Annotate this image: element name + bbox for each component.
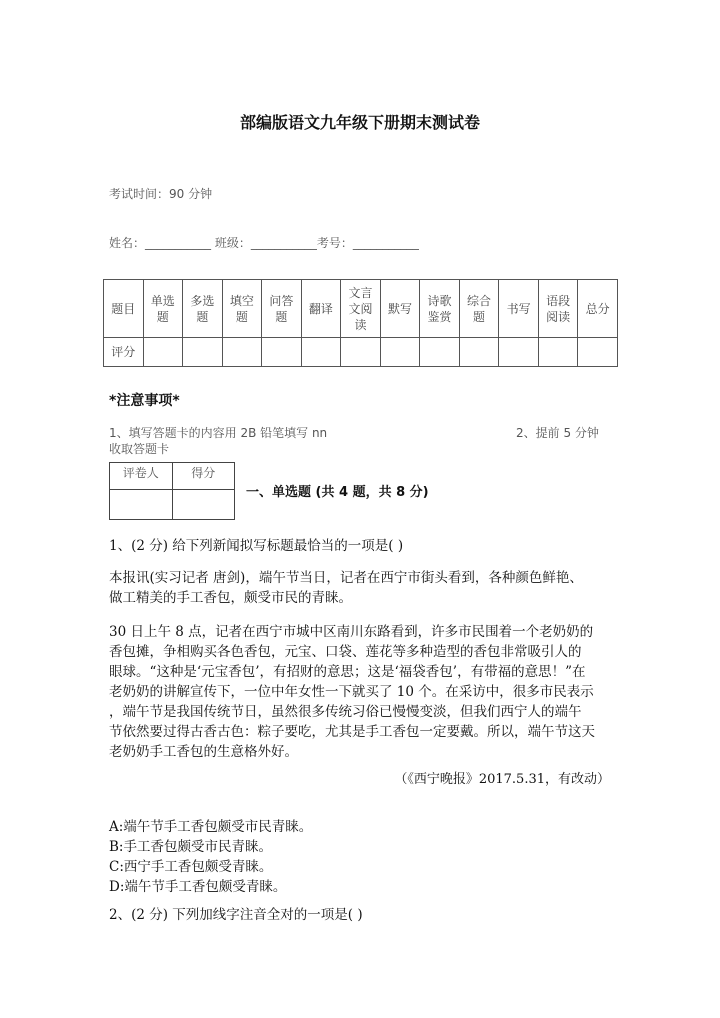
score-table-header: 总分 bbox=[578, 280, 618, 338]
grader-label: 评卷人 bbox=[110, 463, 173, 490]
passage-paragraph-2 bbox=[109, 622, 619, 762]
page-title: 部编版语文九年级下册期末测试卷 bbox=[239, 113, 480, 132]
score-cell bbox=[578, 338, 618, 367]
notice-title: *注意事项* bbox=[109, 393, 180, 409]
score-table-header: 翻译 bbox=[301, 280, 341, 338]
score-table-header: 综合题 bbox=[459, 280, 499, 338]
grader-cell bbox=[110, 490, 173, 520]
score-table-header: 单选题 bbox=[143, 280, 183, 338]
section-heading: 一、单选题 (共 4 题，共 8 分) bbox=[246, 485, 429, 500]
exam-time: 考试时间：90 分钟 bbox=[109, 187, 213, 201]
question-1-options bbox=[109, 817, 619, 897]
passage-paragraph-1 bbox=[109, 568, 619, 608]
passage-line: 做工精美的手工香包，颇受市民的青睐。 bbox=[109, 590, 352, 606]
passage-line: 30 日上午 8 点，记者在西宁市城中区南川东路看到，许多市民围着一个老奶奶的 bbox=[109, 624, 594, 640]
student-info-line: 姓名：___________ 班级：___________考号：___________ bbox=[109, 236, 419, 250]
score-cell bbox=[143, 338, 183, 367]
score-table-header: 填空题 bbox=[222, 280, 262, 338]
score-table-header: 语段阅读 bbox=[538, 280, 578, 338]
score-row-label: 评分 bbox=[104, 338, 144, 367]
answer-option[interactable]: B:手工香包颇受市民青睐。 bbox=[109, 839, 272, 855]
score-table bbox=[103, 279, 618, 367]
answer-option[interactable]: C:西宁手工香包颇受青睐。 bbox=[109, 859, 273, 875]
passage-line: 节依然要过得古香古色：粽子要吃，尤其是手工香包一定要戴。所以，端午节这天 bbox=[109, 724, 595, 740]
score-cell bbox=[341, 338, 381, 367]
score-table-header: 诗歌鉴赏 bbox=[420, 280, 460, 338]
score-cell bbox=[301, 338, 341, 367]
note-2: 2、提前 5 分钟 bbox=[516, 426, 599, 440]
question-2-stem: 2、(2 分) 下列加线字注音全对的一项是( ) bbox=[109, 907, 363, 923]
score-cell bbox=[459, 338, 499, 367]
passage-line: 本报讯(实习记者 唐剑)，端午节当日，记者在西宁市街头看到，各种颜色鲜艳、 bbox=[109, 570, 583, 586]
score-table-header: 问答题 bbox=[262, 280, 302, 338]
grader-table bbox=[109, 462, 235, 520]
score-cell bbox=[499, 338, 539, 367]
score-cell bbox=[222, 338, 262, 367]
passage-line: 眼球。“这种是‘元宝香包’，有招财的意思；这是‘福袋香包’，有带福的意思！”在 bbox=[109, 664, 586, 680]
score-cell bbox=[538, 338, 578, 367]
score-table-header: 书写 bbox=[499, 280, 539, 338]
score-cell bbox=[380, 338, 420, 367]
score-table-header: 文言文阅读 bbox=[341, 280, 381, 338]
question-1-stem: 1、(2 分) 给下列新闻拟写标题最恰当的一项是( ) bbox=[109, 538, 404, 554]
score-cell bbox=[183, 338, 223, 367]
note-1: 1、填写答题卡的内容用 2B 铅笔填写 nn bbox=[109, 426, 328, 440]
answer-option[interactable]: D:端午节手工香包颇受青睐。 bbox=[109, 879, 287, 895]
note-2-continued: 收取答题卡 bbox=[109, 442, 170, 456]
score-cell bbox=[262, 338, 302, 367]
passage-line: 香包摊，争相购买各色香包，元宝、口袋、莲花等多种造型的香包非常吸引人的 bbox=[109, 644, 582, 660]
score-cell bbox=[172, 490, 235, 520]
passage-source: （《西宁晚报》2017.5.31，有改动） bbox=[394, 772, 610, 787]
passage-line: 老奶奶手工香包的生意格外好。 bbox=[109, 744, 298, 760]
score-table-header: 多选题 bbox=[183, 280, 223, 338]
score-table-header: 默写 bbox=[380, 280, 420, 338]
passage-line: 老奶奶的讲解宣传下，一位中年女性一下就买了 10 个。在采访中，很多市民表示 bbox=[109, 684, 594, 700]
answer-option[interactable]: A:端午节手工香包颇受市民青睐。 bbox=[109, 819, 313, 835]
score-cell bbox=[420, 338, 460, 367]
passage-line: ，端午节是我国传统节日，虽然很多传统习俗已慢慢变淡，但我们西宁人的端午 bbox=[109, 704, 582, 720]
score-label: 得分 bbox=[172, 463, 235, 490]
score-table-header: 题目 bbox=[104, 280, 144, 338]
